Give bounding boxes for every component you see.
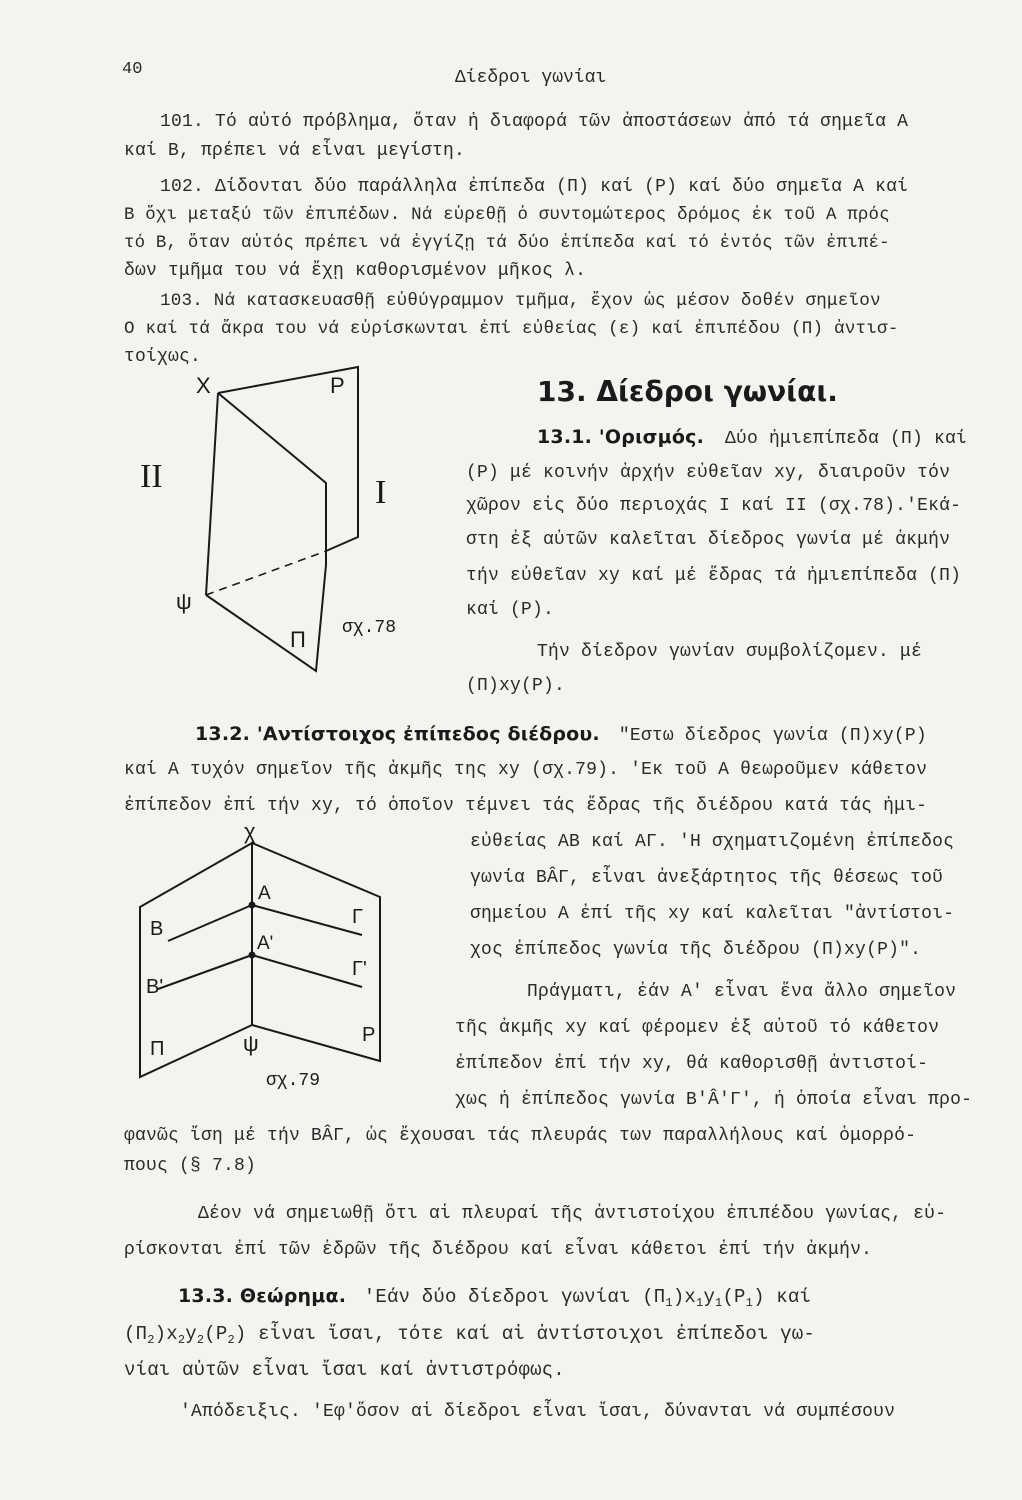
s13-1-line-5: τήν εὐθεῖαν xy καί μέ ἕδρας τά ἡμιεπίπεδα (Π) bbox=[466, 566, 962, 586]
s13-2-right-1: εὐθείας AB καί AΓ. 'H σχηματιζομένη ἐπίπεδος bbox=[470, 832, 955, 852]
s13-2-right-2: γωνία BÂΓ, εἶναι ἀνεξάρτητος τῆς θέσεως τοῦ bbox=[470, 868, 944, 888]
fig79-label-G: Γ bbox=[352, 906, 364, 928]
problem-103-line-3: τοίχως. bbox=[124, 347, 202, 367]
problem-101-line-1: 101. Τό αὐτό πρόβλημα, ὅταν ἡ διαφορά τῶν ἀποστάσεων ἀπό τά σημεῖα A bbox=[160, 112, 909, 132]
fig78-label-II: II bbox=[140, 458, 163, 495]
s13-3-line-2 bbox=[124, 1320, 815, 1355]
fig78-caption: σχ.78 bbox=[342, 618, 397, 638]
s13-3-l1-a: 'Εάν δύο δίεδροι γωνίαι (Π bbox=[363, 1286, 666, 1308]
s13-3-l2-a: (Π bbox=[124, 1323, 148, 1345]
fig78-edge-xy bbox=[206, 393, 218, 595]
s13-3-l1-b: )x bbox=[672, 1286, 697, 1308]
s13-3-l2-sub-3: 2 bbox=[196, 1333, 205, 1347]
s13-2-line-0 bbox=[195, 720, 927, 751]
s13-2-first: "Εστω δίεδρος γωνία (Π)xy(P) bbox=[618, 726, 927, 746]
fig79-point-A2 bbox=[249, 952, 256, 959]
fig78-label-psi: ψ bbox=[176, 589, 192, 614]
page-number: 40 bbox=[122, 60, 143, 79]
fig79-point-A bbox=[249, 902, 256, 909]
s13-2-right2-1: Πράγματι, ἐάν A' εἶναι ἕνα ἄλλο σημεῖον bbox=[527, 982, 957, 1002]
s13-1-line-4: στη ἐξ αὐτῶν καλεῖται δίεδρος γωνία μέ ἀκμήν bbox=[466, 530, 951, 550]
figure-79 bbox=[130, 815, 450, 1095]
problem-103-line-2: O καί τά ἄκρα του νά εὑρίσκωνται ἐπί εὐθείας (ε) καί ἐπιπέδου (Π) ἀντισ- bbox=[124, 319, 899, 339]
fig78-label-P: P bbox=[330, 373, 345, 398]
problem-102-line-3: τό B, ὅταν αὐτός πρέπει νά ἐγγίζῃ τά δύο ἐπίπεδα καί τό ἐντός τῶν ἐπιπέ- bbox=[124, 234, 890, 253]
s13-1-text-1: Δύο ἡμιεπίπεδα (Π) καί bbox=[725, 429, 968, 449]
s13-3-l2-b: )x bbox=[154, 1323, 178, 1345]
fig79-label-B2: B' bbox=[146, 976, 164, 998]
running-head: Δίεδροι γωνίαι bbox=[455, 68, 607, 88]
s13-3-l1-e: ) καί bbox=[753, 1286, 812, 1308]
s13-3-l1-sub-3: 1 bbox=[715, 1296, 723, 1310]
problem-102-line-1: 102. Δίδονται δύο παράλληλα ἐπίπεδα (Π) καί (P) καί δύο σημεῖα A καί bbox=[160, 177, 909, 197]
s13-2-right2-3: ἐπίπεδον ἐπί τήν xy, θά καθορισθῇ ἀντιστοί- bbox=[455, 1054, 929, 1074]
s13-1-line-2: (P) μέ κοινήν ἀρχήν εὐθεῖαν xy, διαιροῦν τόν bbox=[466, 463, 951, 483]
fig78-label-Pi: Π bbox=[290, 627, 306, 652]
s13-3-l2-e: ) εἶναι ἴσαι, τότε καί αἱ ἀντίστοιχοι ἐπίπεδοι γω- bbox=[234, 1323, 815, 1345]
fig79-label-A: A bbox=[258, 883, 271, 904]
fig79-label-Pi: Π bbox=[150, 1038, 165, 1060]
fig78-hidden-edge bbox=[206, 551, 326, 595]
s13-3-l2-c: y bbox=[185, 1323, 197, 1345]
s13-2-heading: 13.2. 'Αντίστοιχος ἐπίπεδος διέδρου. bbox=[195, 723, 600, 745]
s13-3-l2-sub-4: 2 bbox=[227, 1333, 235, 1347]
problem-102-line-2: B ὄχι μεταξύ τῶν ἐπιπέδων. Νά εὑρεθῇ ὁ συντομώτερος δρόμος ἐκ τοῦ A πρός bbox=[124, 206, 890, 225]
fig79-label-x: χ bbox=[244, 819, 256, 844]
fig78-label-I: I bbox=[375, 474, 387, 511]
fig79-label-A2: A' bbox=[257, 933, 274, 954]
problem-101-line-2: καί B, πρέπει νά εἶναι μεγίστη. bbox=[124, 141, 466, 161]
s13-3-l1-c: y bbox=[703, 1286, 716, 1308]
fig79-ray-AG bbox=[252, 905, 362, 935]
s13-3-line-1 bbox=[178, 1282, 811, 1318]
fig79-label-G2: Γ' bbox=[352, 958, 367, 980]
s13-2-line-2: ἐπίπεδον ἐπί τήν xy, τό ὁποῖον τέμνει τάς ἕδρας τῆς διέδρου κατά τάς ἡμι- bbox=[124, 796, 928, 816]
fig79-ray-A2G2 bbox=[252, 955, 362, 987]
s13-2-right2-4: χως ἡ ἐπίπεδος γωνία B'Â'Γ', ἡ ὁποία εἶναι προ- bbox=[455, 1090, 973, 1110]
s13-2-note-2: ρίσκονται ἐπί τῶν ἑδρῶν τῆς διέδρου καί εἶναι κάθετοι ἐπί τήν ἀκμήν. bbox=[124, 1240, 873, 1260]
figure-78 bbox=[130, 355, 430, 685]
s13-3-l2-sub-2: 2 bbox=[177, 1333, 186, 1347]
s13-3-line-3: νίαι αὐτῶν εἶναι ἴσαι καί ἀντιστρόφως. bbox=[124, 1359, 565, 1381]
fig79-caption: σχ.79 bbox=[266, 1071, 321, 1091]
s13-3-l2-d: (P bbox=[204, 1323, 228, 1345]
fig79-ray-AB bbox=[168, 905, 252, 941]
s13-3-l1-sub-1: 1 bbox=[665, 1296, 673, 1310]
s13-1-line-6: καί (P). bbox=[466, 600, 555, 620]
s13-3-l2-sub-1: 2 bbox=[147, 1333, 155, 1347]
s13-3-heading: 13.3. Θεώρημα. bbox=[178, 1285, 347, 1307]
s13-1-heading: 13.1. 'Ορισμός. bbox=[537, 426, 704, 448]
fig79-label-B: B bbox=[150, 918, 164, 940]
section-13-title: 13. Δίεδροι γωνίαι. bbox=[537, 375, 838, 408]
s13-2-note-1: Δέον νά σημειωθῇ ὅτι αἱ πλευραί τῆς ἀντιστοίχου ἐπιπέδου γωνίας, εὑ- bbox=[198, 1204, 947, 1224]
s13-1-line-1 bbox=[537, 423, 967, 454]
s13-2-right-4: χος ἐπίπεδος γωνία τῆς διέδρου (Π)xy(P)". bbox=[470, 940, 922, 960]
s13-1-notation-1: Τήν δίεδρον γωνίαν συμβολίζομεν. μέ bbox=[537, 642, 923, 662]
s13-2-full-2: πους (§ 7.8) bbox=[124, 1156, 257, 1176]
s13-3-l1-sub-2: 1 bbox=[696, 1296, 704, 1310]
fig79-label-P: P bbox=[362, 1024, 376, 1046]
fig78-label-x: X bbox=[196, 373, 211, 398]
s13-2-right-3: σημείου A ἐπί τῆς xy καί καλεῖται "ἀντίστοι- bbox=[470, 904, 955, 924]
problem-103-line-1: 103. Νά κατασκευασθῇ εὐθύγραμμον τμῆμα, ἔχον ὡς μέσον δοθέν σημεῖον bbox=[160, 291, 881, 311]
s13-1-notation-2: (Π)xy(P). bbox=[466, 676, 566, 696]
s13-3-l1-d: (P bbox=[722, 1286, 746, 1308]
s13-3-l1-sub-4: 1 bbox=[745, 1296, 754, 1310]
s13-3-line-4: 'Απόδειξις. 'Εφ'ὅσον αἱ δίεδροι εἶναι ἴσαι, δύνανται νά συμπέσουν bbox=[180, 1402, 896, 1422]
s13-1-line-3: χῶρον εἰς δύο περιοχάς I καί II (σχ.78).'Εκά- bbox=[466, 496, 962, 516]
fig79-ray-A2B2 bbox=[158, 955, 252, 989]
fig79-label-psi: ψ bbox=[243, 1031, 259, 1056]
s13-2-right2-2: τῆς ἀκμῆς xy καί φέρομεν ἐξ αὐτοῦ τό κάθετον bbox=[455, 1018, 940, 1038]
s13-2-full-1: φανῶς ἴση μέ τήν BÂΓ, ὡς ἔχουσαι τάς πλευράς των παραλλήλους καί ὁμορρό- bbox=[124, 1126, 917, 1146]
problem-102-line-4: δων τμῆμα του νά ἔχῃ καθορισμένον μῆκος λ. bbox=[124, 261, 587, 281]
fig78-plane-Pi bbox=[206, 393, 326, 671]
s13-2-line-1: καί A τυχόν σημεῖον τῆς ἀκμῆς της xy (σχ.79). 'Εκ τοῦ A θεωροῦμεν κάθετον bbox=[124, 760, 928, 780]
